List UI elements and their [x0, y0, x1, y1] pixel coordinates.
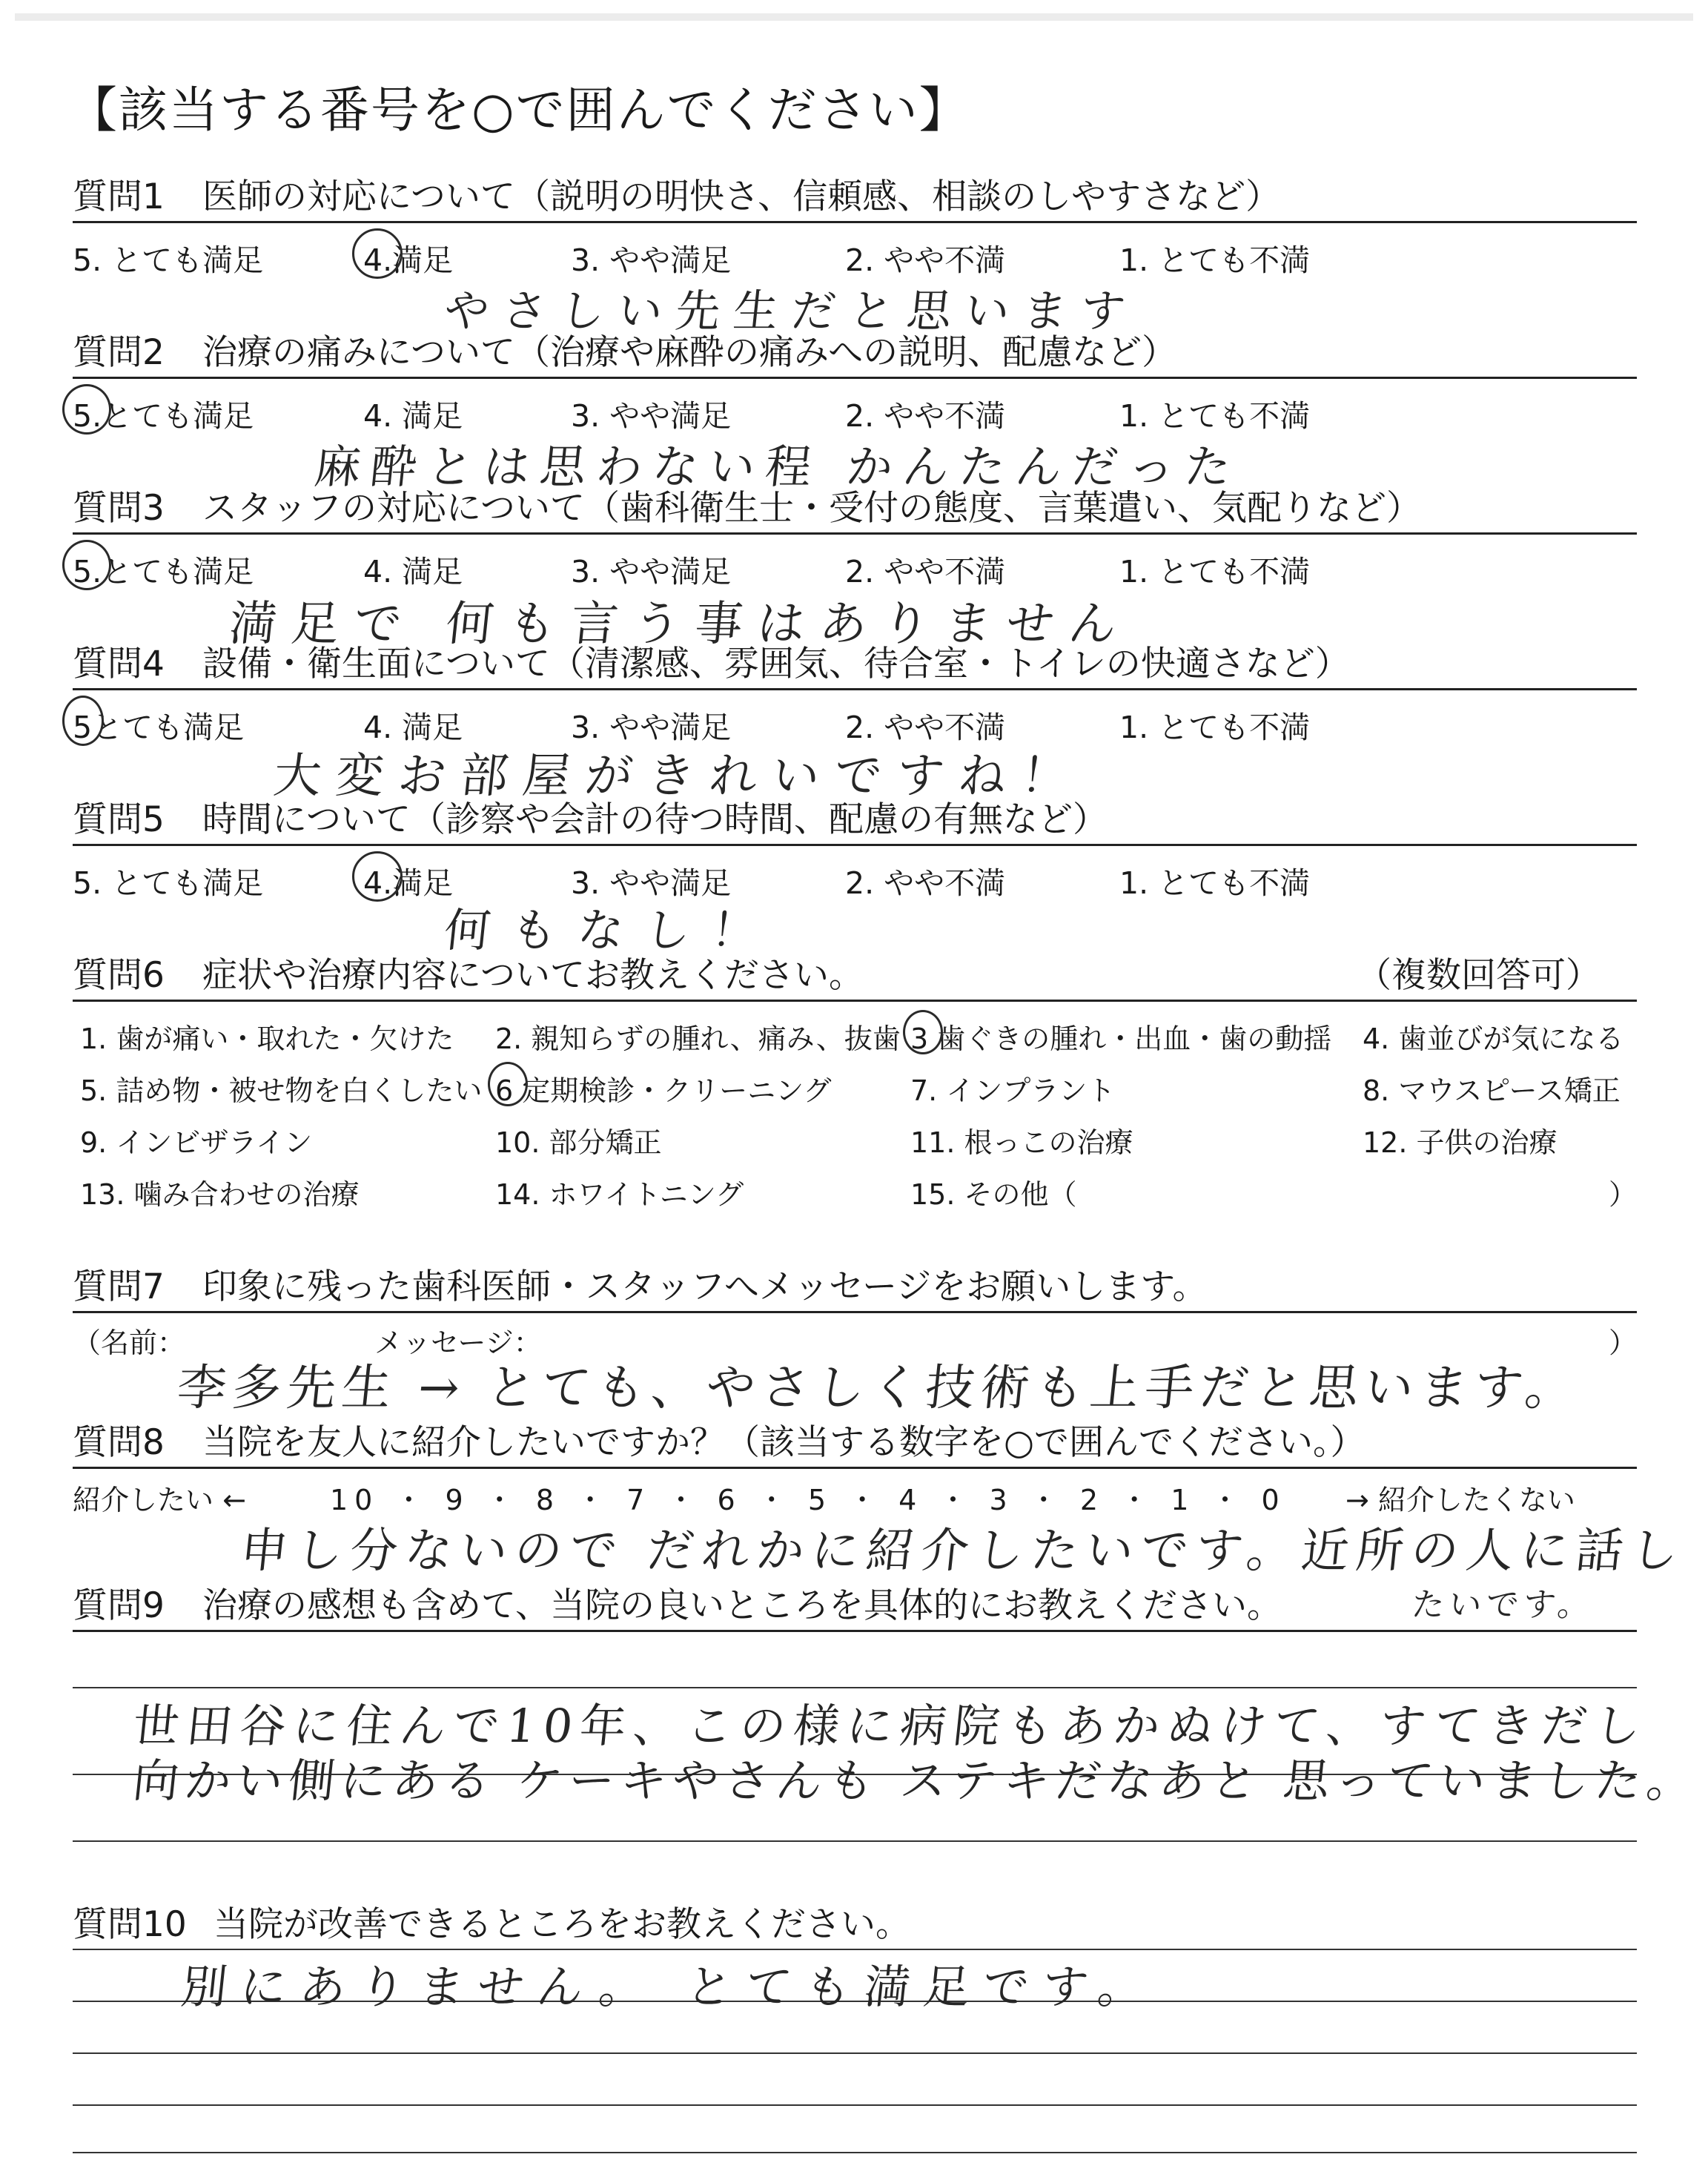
option-digit: 4.	[363, 242, 393, 278]
q6-item-1[interactable]: 1. 歯が痛い・取れた・欠けた	[80, 1023, 454, 1055]
item-label: 歯ぐきの腫れ・出血・歯の動揺	[937, 1023, 1332, 1055]
question-1-rule	[73, 221, 1637, 223]
option-label: とても満足	[92, 710, 245, 745]
question-text: 時間について（診察や会計の待つ時間、配慮の有無など）	[202, 799, 1108, 840]
q6-item-11[interactable]: 11. 根っこの治療	[910, 1126, 1133, 1159]
q2-option-1[interactable]: 1. とても不満	[1119, 398, 1311, 434]
q5-handwritten-comment: 何もなし！	[441, 903, 781, 957]
option-label: 満足	[392, 242, 454, 278]
q1-handwritten-comment: やさしい先生だと思います	[441, 285, 1142, 337]
answer-line	[73, 1840, 1637, 1842]
q6-item-2[interactable]: 2. 親知らずの腫れ、痛み、抜歯	[495, 1023, 901, 1055]
question-number: 質問3	[73, 488, 165, 529]
question-number: 質問5	[73, 799, 165, 840]
q3-option-1[interactable]: 1. とても不満	[1119, 554, 1311, 589]
q2-option-4[interactable]: 4. 満足	[363, 398, 463, 434]
question-text: 当院を友人に紹介したいですか？（該当する数字を○で囲んでください。）	[202, 1422, 1366, 1463]
q6-item-13[interactable]: 13. 噛み合わせの治療	[80, 1178, 360, 1211]
selection-circle	[62, 384, 111, 435]
q8-left-label: 紹介したい ←	[73, 1484, 246, 1516]
q2-option-3[interactable]: 3. やや満足	[571, 398, 732, 434]
question-2-rule	[73, 377, 1637, 379]
question-7-rule	[73, 1311, 1637, 1313]
q6-item-14[interactable]: 14. ホワイトニング	[495, 1178, 744, 1211]
q6-item-12[interactable]: 12. 子供の治療	[1363, 1126, 1558, 1159]
q4-option-2[interactable]: 2. やや不満	[845, 710, 1006, 745]
q1-option-1[interactable]: 1. とても不満	[1119, 242, 1311, 278]
q4-option-3[interactable]: 3. やや満足	[571, 710, 732, 745]
question-number: 質問6	[73, 955, 165, 996]
q5-option-1[interactable]: 1. とても不満	[1119, 865, 1311, 901]
selection-circle	[62, 696, 104, 746]
question-3-rule	[73, 532, 1637, 535]
question-text: 印象に残った歯科医師・スタッフへメッセージをお願いします。	[202, 1266, 1208, 1307]
q3-option-2[interactable]: 2. やや不満	[845, 554, 1006, 589]
question-text: 設備・衛生面について（清潔感、雰囲気、待合室・トイレの快適さなど）	[202, 644, 1350, 684]
answer-line	[73, 2104, 1637, 2106]
question-1	[73, 169, 1280, 219]
q2-option-2[interactable]: 2. やや不満	[845, 398, 1006, 434]
item-label: 定期検診・クリーニング	[522, 1074, 832, 1107]
q6-item-10[interactable]: 10. 部分矯正	[495, 1126, 662, 1159]
q8-score-scale[interactable]: 10 ・ 9 ・ 8 ・ 7 ・ 6 ・ 5 ・ 4 ・ 3 ・ 2 ・ 1 ・ 0	[330, 1484, 1286, 1516]
option-digit: 5.	[73, 554, 102, 589]
question-10	[73, 1897, 910, 1946]
q5-option-5[interactable]: 5. とても満足	[73, 865, 264, 901]
option-label: 満足	[392, 865, 454, 901]
question-number: 質問7	[73, 1266, 165, 1307]
selection-circle	[62, 540, 111, 590]
question-text: 医師の対応について（説明の明快さ、信頼感、相談のしやすさなど）	[202, 176, 1281, 217]
q6-item-15-close: ）	[1609, 1178, 1638, 1211]
q7-name-label: （名前：	[73, 1327, 186, 1359]
q1-option-5[interactable]: 5. とても満足	[73, 242, 264, 278]
q6-item-6[interactable]	[495, 1068, 832, 1109]
answer-line	[73, 2052, 1637, 2054]
question-5	[73, 792, 1108, 842]
answer-line	[73, 2152, 1637, 2153]
question-2	[73, 325, 1176, 374]
selection-circle	[352, 851, 403, 902]
selection-circle	[488, 1062, 528, 1106]
question-number: 質問1	[73, 176, 165, 217]
option-digit: 4.	[363, 865, 393, 901]
option-digit: 5	[73, 710, 93, 745]
question-7	[73, 1259, 1207, 1309]
q4-option-1[interactable]: 1. とても不満	[1119, 710, 1311, 745]
answer-line	[73, 1687, 1637, 1688]
item-digit: 6	[495, 1074, 514, 1107]
question-text: 治療の痛みについて（治療や麻酔の痛みへの説明、配慮など）	[202, 332, 1177, 373]
question-number: 質問4	[73, 644, 165, 684]
option-digit: 5.	[73, 398, 102, 434]
q3-handwritten-comment: 満足で 何も言う事はありません	[226, 597, 1134, 652]
question-4	[73, 636, 1350, 686]
question-6	[73, 948, 864, 997]
q7-message-label: メッセージ：	[374, 1327, 542, 1359]
q6-item-7[interactable]: 7. インプラント	[910, 1074, 1116, 1107]
q4-handwritten-comment: 大変お部屋がきれいですね！	[271, 749, 1087, 804]
q8-right-label: → 紹介したくない	[1345, 1484, 1575, 1516]
q7-close-paren: ）	[1609, 1327, 1638, 1359]
question-9	[73, 1578, 1282, 1628]
selection-circle	[352, 228, 403, 279]
question-text: 症状や治療内容についてお教えください。	[202, 955, 864, 996]
question-number: 質問8	[73, 1422, 165, 1463]
q6-item-15[interactable]: 15. その他（	[910, 1178, 1077, 1211]
q4-option-4[interactable]: 4. 満足	[363, 710, 463, 745]
q3-option-3[interactable]: 3. やや満足	[571, 554, 732, 589]
question-3	[73, 480, 1421, 530]
question-text: 当院が改善できるところをお教えください。	[214, 1904, 910, 1945]
q3-option-4[interactable]: 4. 満足	[363, 554, 463, 589]
question-5-rule	[73, 844, 1637, 846]
question-8	[73, 1415, 1366, 1464]
q6-item-3[interactable]	[910, 1016, 1331, 1057]
q8-handwritten-comment: 申し分ないので だれかに紹介したいです。近所の人に話し	[237, 1524, 1689, 1579]
question-number: 質問2	[73, 332, 165, 373]
q9-handwritten-line-1: 世田谷に住んで10年、この様に病院もあかぬけて、すてきだし	[130, 1699, 1651, 1753]
q6-item-9[interactable]: 9. インビザライン	[80, 1126, 313, 1159]
q10-handwritten-line-1: 別にありません。 とても満足です。	[178, 1960, 1160, 2014]
question-6-rule	[73, 1000, 1637, 1002]
page-title: 【該当する番号を○で囲んでください】	[68, 82, 970, 139]
question-number: 質問10	[73, 1904, 187, 1945]
question-4-rule	[73, 688, 1637, 690]
multiple-answers-note: （複数回答可）	[1357, 955, 1601, 996]
selection-circle	[903, 1010, 943, 1054]
option-label: とても満足	[102, 554, 254, 589]
q6-item-5[interactable]: 5. 詰め物・被せ物を白くしたい	[80, 1074, 483, 1107]
q6-item-4[interactable]: 4. 歯並びが気になる	[1363, 1023, 1624, 1055]
page-top-edge	[15, 13, 1693, 21]
question-number: 質問9	[73, 1585, 165, 1626]
q5-option-3[interactable]: 3. やや満足	[571, 865, 732, 901]
q1-option-3[interactable]: 3. やや満足	[571, 242, 732, 278]
item-digit: 3	[910, 1023, 929, 1055]
question-9-rule	[73, 1630, 1637, 1632]
q9-handwritten-line-2: 向かい側にある ケーキやさんも ステキだなあと 思っていました。	[130, 1754, 1702, 1808]
question-text: スタッフの対応について（歯科衛生士・受付の態度、言葉遣い、気配りなど）	[202, 488, 1422, 529]
q1-option-2[interactable]: 2. やや不満	[845, 242, 1006, 278]
question-text: 治療の感想も含めて、当院の良いところを具体的にお教えください。	[202, 1585, 1282, 1626]
q8-handwritten-comment-continued: たいです。	[1409, 1586, 1597, 1624]
q6-item-8[interactable]: 8. マウスピース矯正	[1363, 1074, 1621, 1107]
q7-handwritten-message: 李多先生 → とても、やさしく技術も上手だと思います。	[174, 1359, 1583, 1416]
q2-handwritten-comment: 麻酔とは思わない程 かんたんだった	[311, 440, 1245, 494]
question-8-rule	[73, 1467, 1637, 1469]
option-label: とても満足	[102, 398, 254, 434]
q5-option-2[interactable]: 2. やや不満	[845, 865, 1006, 901]
